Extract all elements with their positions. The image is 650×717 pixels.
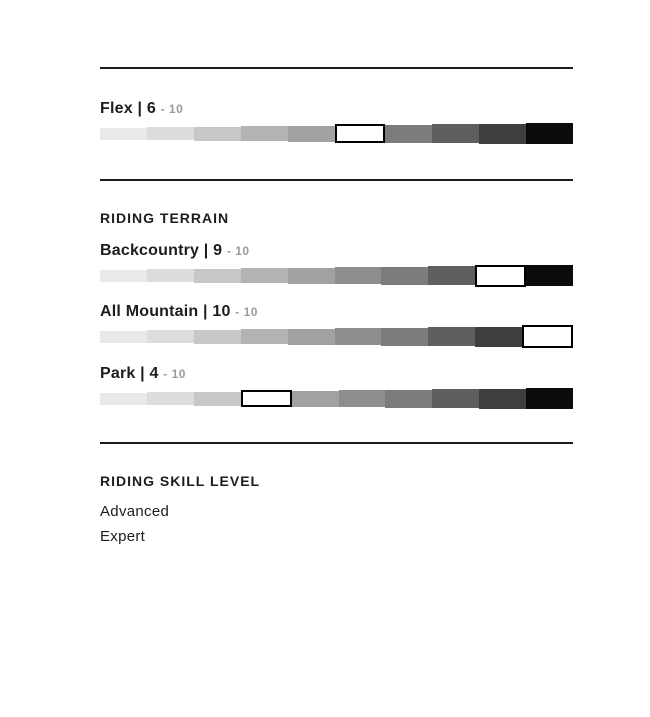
rating-segment-9 <box>475 327 522 347</box>
product-spec-panel <box>100 67 573 549</box>
rating-segment-3 <box>194 269 241 283</box>
backcountry-label <box>100 241 573 261</box>
rating-segment-4 <box>241 126 288 141</box>
all-mountain-rating-bar <box>100 324 573 350</box>
rating-segment-6 <box>335 328 382 345</box>
flex-scale-max: - 10 <box>160 101 184 116</box>
rating-segment-1 <box>100 393 147 405</box>
park-label-text: Park <box>100 364 136 382</box>
rating-segment-1 <box>100 270 147 282</box>
rating-segment-3 <box>194 127 241 141</box>
skill-level-advanced: Advanced <box>100 502 170 520</box>
flex-rating-bar <box>100 121 573 147</box>
rating-segment-6 <box>335 267 382 284</box>
rating-segment-3 <box>194 330 241 344</box>
park-label-separator: | <box>140 364 145 382</box>
rating-segment-8 <box>428 266 475 285</box>
park-rating-bar <box>100 386 573 412</box>
rating-segment-1 <box>100 128 147 140</box>
park-value: 4 <box>149 364 159 382</box>
rating-segment-9 <box>479 389 526 409</box>
all-mountain-label <box>100 302 573 322</box>
rating-segment-7 <box>385 125 432 143</box>
rating-segment-7 <box>385 390 432 408</box>
rating-segment-10 <box>526 265 573 286</box>
flex-value: 6 <box>146 99 156 117</box>
rating-segment-2 <box>147 330 194 343</box>
backcountry-label-text: Backcountry <box>100 241 200 259</box>
rating-segment-5 <box>288 329 335 345</box>
flex-section <box>100 99 573 147</box>
divider-terrain <box>100 179 573 181</box>
rating-segment-6 <box>339 390 386 407</box>
rating-segment-9-selected <box>475 265 526 287</box>
rating-segment-8 <box>432 124 479 143</box>
rating-segment-1 <box>100 331 147 343</box>
riding-terrain-heading: RIDING TERRAIN <box>100 209 230 226</box>
rating-segment-3 <box>194 392 241 406</box>
all-mountain-value: 10 <box>212 302 231 320</box>
skill-level-list <box>100 499 573 549</box>
rating-segment-5 <box>288 126 335 142</box>
rating-segment-4-selected <box>241 390 292 407</box>
rating-segment-4 <box>241 268 288 283</box>
divider-skill <box>100 442 573 444</box>
rating-segment-4 <box>241 329 288 344</box>
park-scale-max: - 10 <box>163 366 186 381</box>
flex-label-separator: | <box>137 99 143 117</box>
rating-segment-10 <box>526 123 573 144</box>
rating-segment-10-selected <box>522 325 573 348</box>
riding-skill-heading: RIDING SKILL LEVEL <box>100 472 261 489</box>
riding-skill-section <box>100 473 573 549</box>
rating-segment-8 <box>428 327 475 346</box>
rating-segment-7 <box>381 328 428 346</box>
rating-segment-9 <box>479 124 526 144</box>
flex-label-text: Flex <box>100 99 133 117</box>
rating-segment-10 <box>526 388 573 409</box>
skill-level-expert: Expert <box>100 527 146 545</box>
rating-segment-6-selected <box>335 124 386 143</box>
rating-segment-7 <box>381 267 428 285</box>
backcountry-label-separator: | <box>203 241 209 259</box>
rating-segment-2 <box>147 127 194 140</box>
rating-segment-2 <box>147 392 194 405</box>
divider-top <box>100 67 573 69</box>
rating-segment-5 <box>292 391 339 407</box>
rating-segment-2 <box>147 269 194 282</box>
all-mountain-label-separator: | <box>203 302 208 320</box>
backcountry-value: 9 <box>213 241 223 259</box>
all-mountain-scale-max: - 10 <box>235 304 258 319</box>
rating-segment-8 <box>432 389 479 408</box>
backcountry-scale-max: - 10 <box>226 243 250 258</box>
riding-terrain-section <box>100 210 573 412</box>
backcountry-rating-bar <box>100 263 573 289</box>
flex-label <box>100 99 573 119</box>
park-label <box>100 364 573 384</box>
rating-segment-5 <box>288 268 335 284</box>
all-mountain-label-text: All Mountain <box>100 302 199 320</box>
